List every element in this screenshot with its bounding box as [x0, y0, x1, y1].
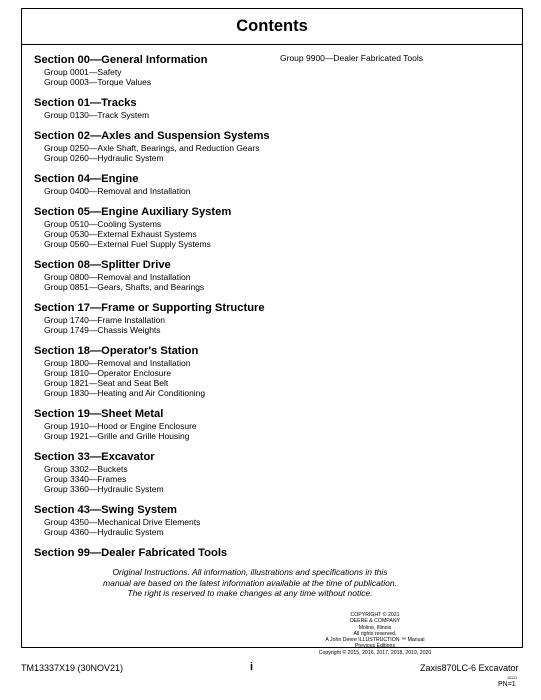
toc-section-title[interactable]: Section 04—Engine: [34, 173, 139, 185]
legal-notice: [60, 567, 440, 599]
contents-frame: [21, 8, 523, 648]
page-title: Contents: [236, 17, 308, 35]
toc-group-link[interactable]: Group 0530—External Exhaust Systems: [44, 229, 197, 239]
copyright-line: A John Deere ILLUSTRUCTION ™ Manual: [325, 637, 425, 644]
footer-pn: PN=1: [498, 681, 516, 688]
toc-group-link[interactable]: Group 1910—Hood or Engine Enclosure: [44, 421, 197, 431]
toc-group-link[interactable]: Group 1810—Operator Enclosure: [44, 368, 172, 378]
contents-right-column: [280, 53, 510, 63]
toc-group-link[interactable]: Group 9900—Dealer Fabricated Tools: [280, 53, 424, 63]
toc-group-link[interactable]: Group 1749—Chassis Weights: [44, 325, 161, 335]
toc-section: [34, 129, 294, 163]
title-bar: [22, 9, 522, 45]
toc-section-title[interactable]: Section 33—Excavator: [34, 451, 155, 463]
footer-model: Zaxis870LC-6 Excavator: [420, 663, 519, 673]
copyright-line: COPYRIGHT © 2021: [350, 612, 400, 618]
toc-group-link[interactable]: Group 3340—Frames: [44, 474, 127, 484]
notice-line: The right is reserved to make changes at any time without notice.: [127, 588, 373, 598]
toc-group-link[interactable]: Group 0003—Torque Values: [44, 77, 152, 87]
toc-section: [34, 344, 294, 398]
toc-group-link[interactable]: Group 1740—Frame Installation: [44, 315, 165, 325]
copyright-line: Moline, Illinois: [358, 624, 392, 631]
toc-group-link[interactable]: Group 3360—Hydraulic System: [44, 484, 164, 494]
toc-section: [34, 172, 294, 196]
toc-section: [34, 96, 294, 120]
contents-left-column: [34, 53, 294, 569]
toc-section-title[interactable]: Section 19—Sheet Metal: [34, 408, 164, 420]
toc-group-link[interactable]: Group 3302—Buckets: [44, 464, 128, 474]
toc-section-title[interactable]: Section 08—Splitter Drive: [34, 259, 171, 271]
toc-group-link[interactable]: Group 0560—External Fuel Supply Systems: [44, 239, 211, 249]
toc-section: [34, 301, 294, 335]
toc-section-title[interactable]: Section 17—Frame or Supporting Structure: [34, 302, 265, 314]
toc-section: [34, 205, 294, 249]
toc-group-link[interactable]: Group 1830—Heating and Air Conditioning: [44, 388, 206, 398]
footer-code: 11121: [507, 675, 518, 680]
footer-page-number: i: [250, 661, 254, 673]
toc-section: [34, 258, 294, 292]
toc-section: [34, 407, 294, 441]
toc-group-link[interactable]: Group 4360—Hydraulic System: [44, 527, 164, 537]
copyright-line: All rights reserved.: [353, 630, 397, 637]
footer-doc-id: TM13337X19 (30NOV21): [21, 663, 124, 673]
copyright-line: Copyright © 2015, 2016, 2017, 2018, 2019, 2020: [318, 649, 432, 656]
toc-group-link[interactable]: Group 1921—Grille and Grille Housing: [44, 431, 190, 441]
toc-section-title[interactable]: Section 43—Swing System: [34, 504, 177, 516]
toc-group-link[interactable]: Group 0260—Hydraulic System: [44, 153, 164, 163]
toc-section-title[interactable]: Section 18—Operator's Station: [34, 345, 199, 357]
toc-group-link[interactable]: Group 0851—Gears, Shafts, and Bearings: [44, 282, 205, 292]
toc-section-title[interactable]: Section 00—General Information: [34, 54, 208, 66]
toc-section-title[interactable]: Section 99—Dealer Fabricated Tools: [34, 547, 228, 559]
copyright-line: DEERE & COMPANY: [349, 618, 401, 625]
toc-section-title[interactable]: Section 01—Tracks: [34, 97, 137, 109]
toc-section: [34, 503, 294, 537]
toc-group-link[interactable]: Group 0001—Safety: [44, 67, 122, 77]
toc-group-link[interactable]: Group 0510—Cooling Systems: [44, 219, 162, 229]
toc-section-title[interactable]: Section 02—Axles and Suspension Systems: [34, 130, 270, 142]
toc-section-title[interactable]: Section 05—Engine Auxiliary System: [34, 206, 232, 218]
toc-group-link[interactable]: Group 0400—Removal and Installation: [44, 186, 191, 196]
toc-group-link[interactable]: Group 0130—Track System: [44, 110, 150, 120]
notice-line: Original Instructions. All information, illustrations and specifications in this: [112, 567, 388, 577]
toc-section: [34, 450, 294, 494]
toc-section: [34, 546, 294, 560]
toc-group-link[interactable]: Group 1800—Removal and Installation: [44, 358, 191, 368]
toc-group-link[interactable]: Group 4350—Mechanical Drive Elements: [44, 517, 201, 527]
toc-group-link[interactable]: Group 1821—Seat and Seat Belt: [44, 378, 169, 388]
copyright-block: [300, 612, 450, 656]
toc-section: [34, 53, 294, 87]
copyright-line: Previous Editions: [354, 643, 396, 650]
toc-group-link[interactable]: Group 0800—Removal and Installation: [44, 272, 191, 282]
notice-line: manual are based on the latest information available at the time of publication.: [103, 577, 397, 588]
toc-group-link[interactable]: Group 0250—Axle Shaft, Bearings, and Reduction Gears: [44, 143, 260, 153]
